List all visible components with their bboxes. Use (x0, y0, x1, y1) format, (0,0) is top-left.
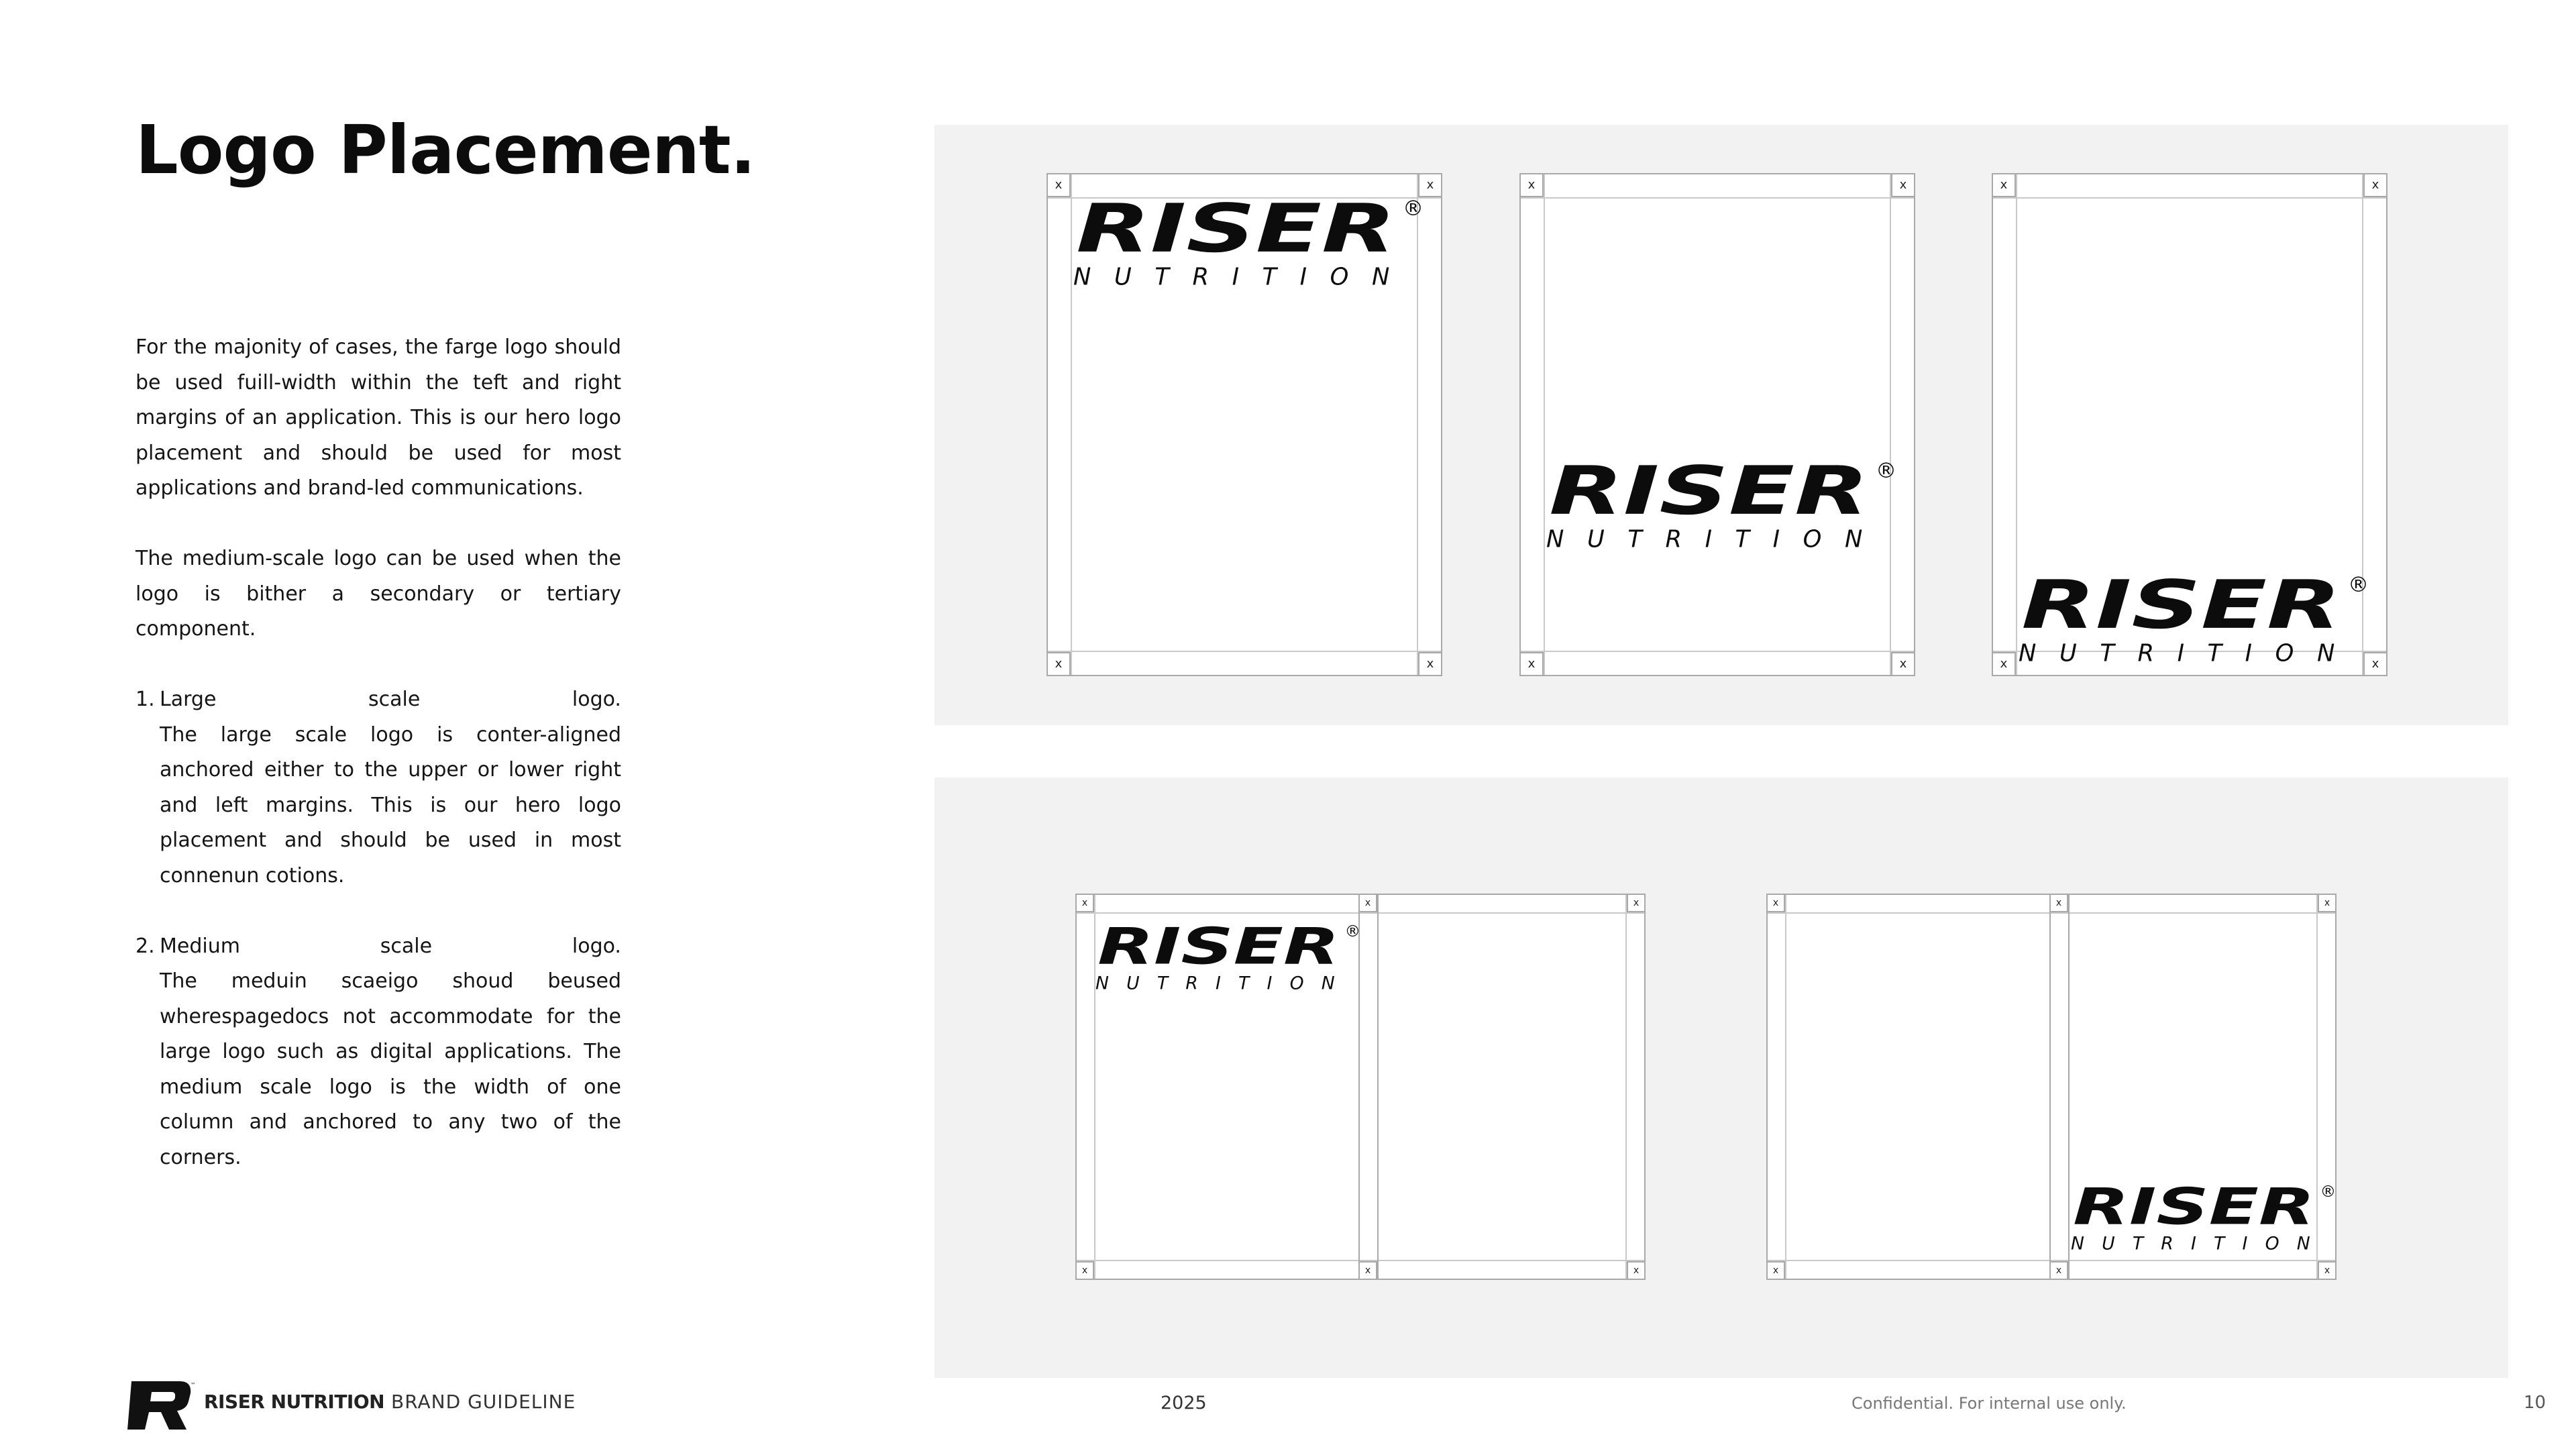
margin-corner-marker: x (1075, 1261, 1094, 1280)
margin-corner-marker: x (1891, 173, 1915, 197)
riser-nutrition-logo (2071, 1177, 2337, 1254)
margin-corner-marker: x (2049, 1261, 2068, 1280)
margin-corner-marker: x (1992, 652, 2016, 676)
margin-corner-marker: x (1418, 173, 1442, 197)
registered-mark-icon: ® (2320, 1181, 2337, 1201)
riser-nutrition-logo (1073, 190, 1424, 291)
margin-corner-marker: x (2363, 173, 2387, 197)
logo-wordmark: RISER (2073, 1177, 2315, 1236)
margin-corner-marker: x (2318, 1261, 2337, 1280)
margin-guide (1521, 651, 1914, 652)
logo-wordmark: RISER (1097, 916, 1340, 976)
logo-wordmark: RISER (1076, 190, 1396, 268)
margin-corner-marker: x (1766, 894, 1785, 912)
brand-mark-icon (126, 1379, 197, 1432)
logo-subline: NUTRITION (2071, 1233, 2310, 1254)
riser-nutrition-logo (2019, 566, 2369, 667)
margin-guide (2016, 174, 2017, 675)
footer-year: 2025 (1161, 1393, 1207, 1413)
logo-subline: NUTRITION (1095, 973, 1335, 994)
logo-subline: NUTRITION (1546, 525, 1863, 553)
registered-mark-icon: ® (1344, 921, 1361, 941)
margin-corner-marker: x (1046, 173, 1071, 197)
registered-mark-icon: ® (1403, 197, 1424, 221)
list-item-medium-scale (136, 929, 621, 1176)
riser-nutrition-logo (1095, 916, 1361, 994)
list-number: 2. (136, 934, 155, 958)
footer-brand: RISER NUTRITION BRAND GUIDELINE (204, 1391, 576, 1413)
registered-mark-icon: ® (2348, 573, 2369, 598)
margin-guide (1048, 651, 1441, 652)
list-item-large-scale (136, 682, 621, 894)
margin-corner-marker: x (1046, 652, 1071, 676)
margin-guide (1890, 174, 1891, 675)
logo-wordmark: RISER (1549, 452, 1869, 530)
margin-guide (1785, 895, 1786, 1279)
margin-corner-marker: x (2363, 652, 2387, 676)
large-logo-center-example (1519, 173, 1915, 676)
logo-subline: NUTRITION (1073, 263, 1390, 291)
margin-corner-marker: x (2318, 894, 2337, 912)
list-heading: Large scale logo. (160, 688, 621, 711)
margin-guide (1077, 912, 1644, 914)
margin-guide (1544, 174, 1545, 675)
margin-corner-marker: x (1075, 894, 1094, 912)
list-description: The large scale logo is conter-aligned anchored either to the upper or lower right and left margins. This is our hero logo placement and should be used in most connenun cotions. (160, 722, 621, 888)
column-divider (2068, 894, 2070, 1280)
riser-nutrition-logo (1546, 452, 1897, 553)
svg-text:™: ™ (191, 1382, 196, 1388)
margin-corner-marker: x (1519, 173, 1544, 197)
margin-corner-marker: x (1891, 652, 1915, 676)
footer-confidential: Confidential. For internal use only. (1851, 1394, 2127, 1413)
column-divider (1358, 894, 1360, 1280)
margin-corner-marker: x (1519, 652, 1544, 676)
page-number: 10 (2524, 1393, 2546, 1413)
column-divider (1377, 894, 1379, 1280)
page-title: Logo Placement. (136, 111, 755, 189)
margin-corner-marker: x (1627, 894, 1646, 912)
registered-mark-icon: ® (1876, 459, 1897, 484)
intro-paragraph-1: For the majonity of cases, the farge logo should be used fuill-width within the teft and right margins of an application. This is our hero logo placement and should be used for most applications and brand-led communications. (136, 335, 621, 500)
margin-corner-marker: x (2049, 894, 2068, 912)
list-number: 1. (136, 688, 155, 711)
list-heading: Medium scale logo. (160, 934, 621, 958)
margin-corner-marker: x (1992, 173, 2016, 197)
logo-wordmark: RISER (2021, 566, 2341, 644)
margin-corner-marker: x (1358, 894, 1377, 912)
margin-corner-marker: x (1766, 1261, 1785, 1280)
margin-corner-marker: x (1418, 652, 1442, 676)
intro-paragraph-2: The medium-scale logo can be used when the logo is bither a secondary or tertiary component. (136, 547, 621, 641)
column-divider (2049, 894, 2051, 1280)
logo-subline: NUTRITION (2019, 639, 2335, 667)
list-description: The meduin scaeigo shoud beused wherespagedocs not accommodate for the large logo such as digital applications. The medium scale logo is the width of one column and anchored to any two of the corners. (160, 969, 621, 1169)
margin-guide (1071, 174, 1072, 675)
body-copy (136, 330, 621, 1175)
margin-guide (1993, 197, 2386, 199)
margin-guide (1768, 912, 2335, 914)
margin-guide (1521, 197, 1914, 199)
margin-corner-marker: x (1627, 1261, 1646, 1280)
margin-guide (1625, 895, 1627, 1279)
margin-corner-marker: x (1358, 1261, 1377, 1280)
